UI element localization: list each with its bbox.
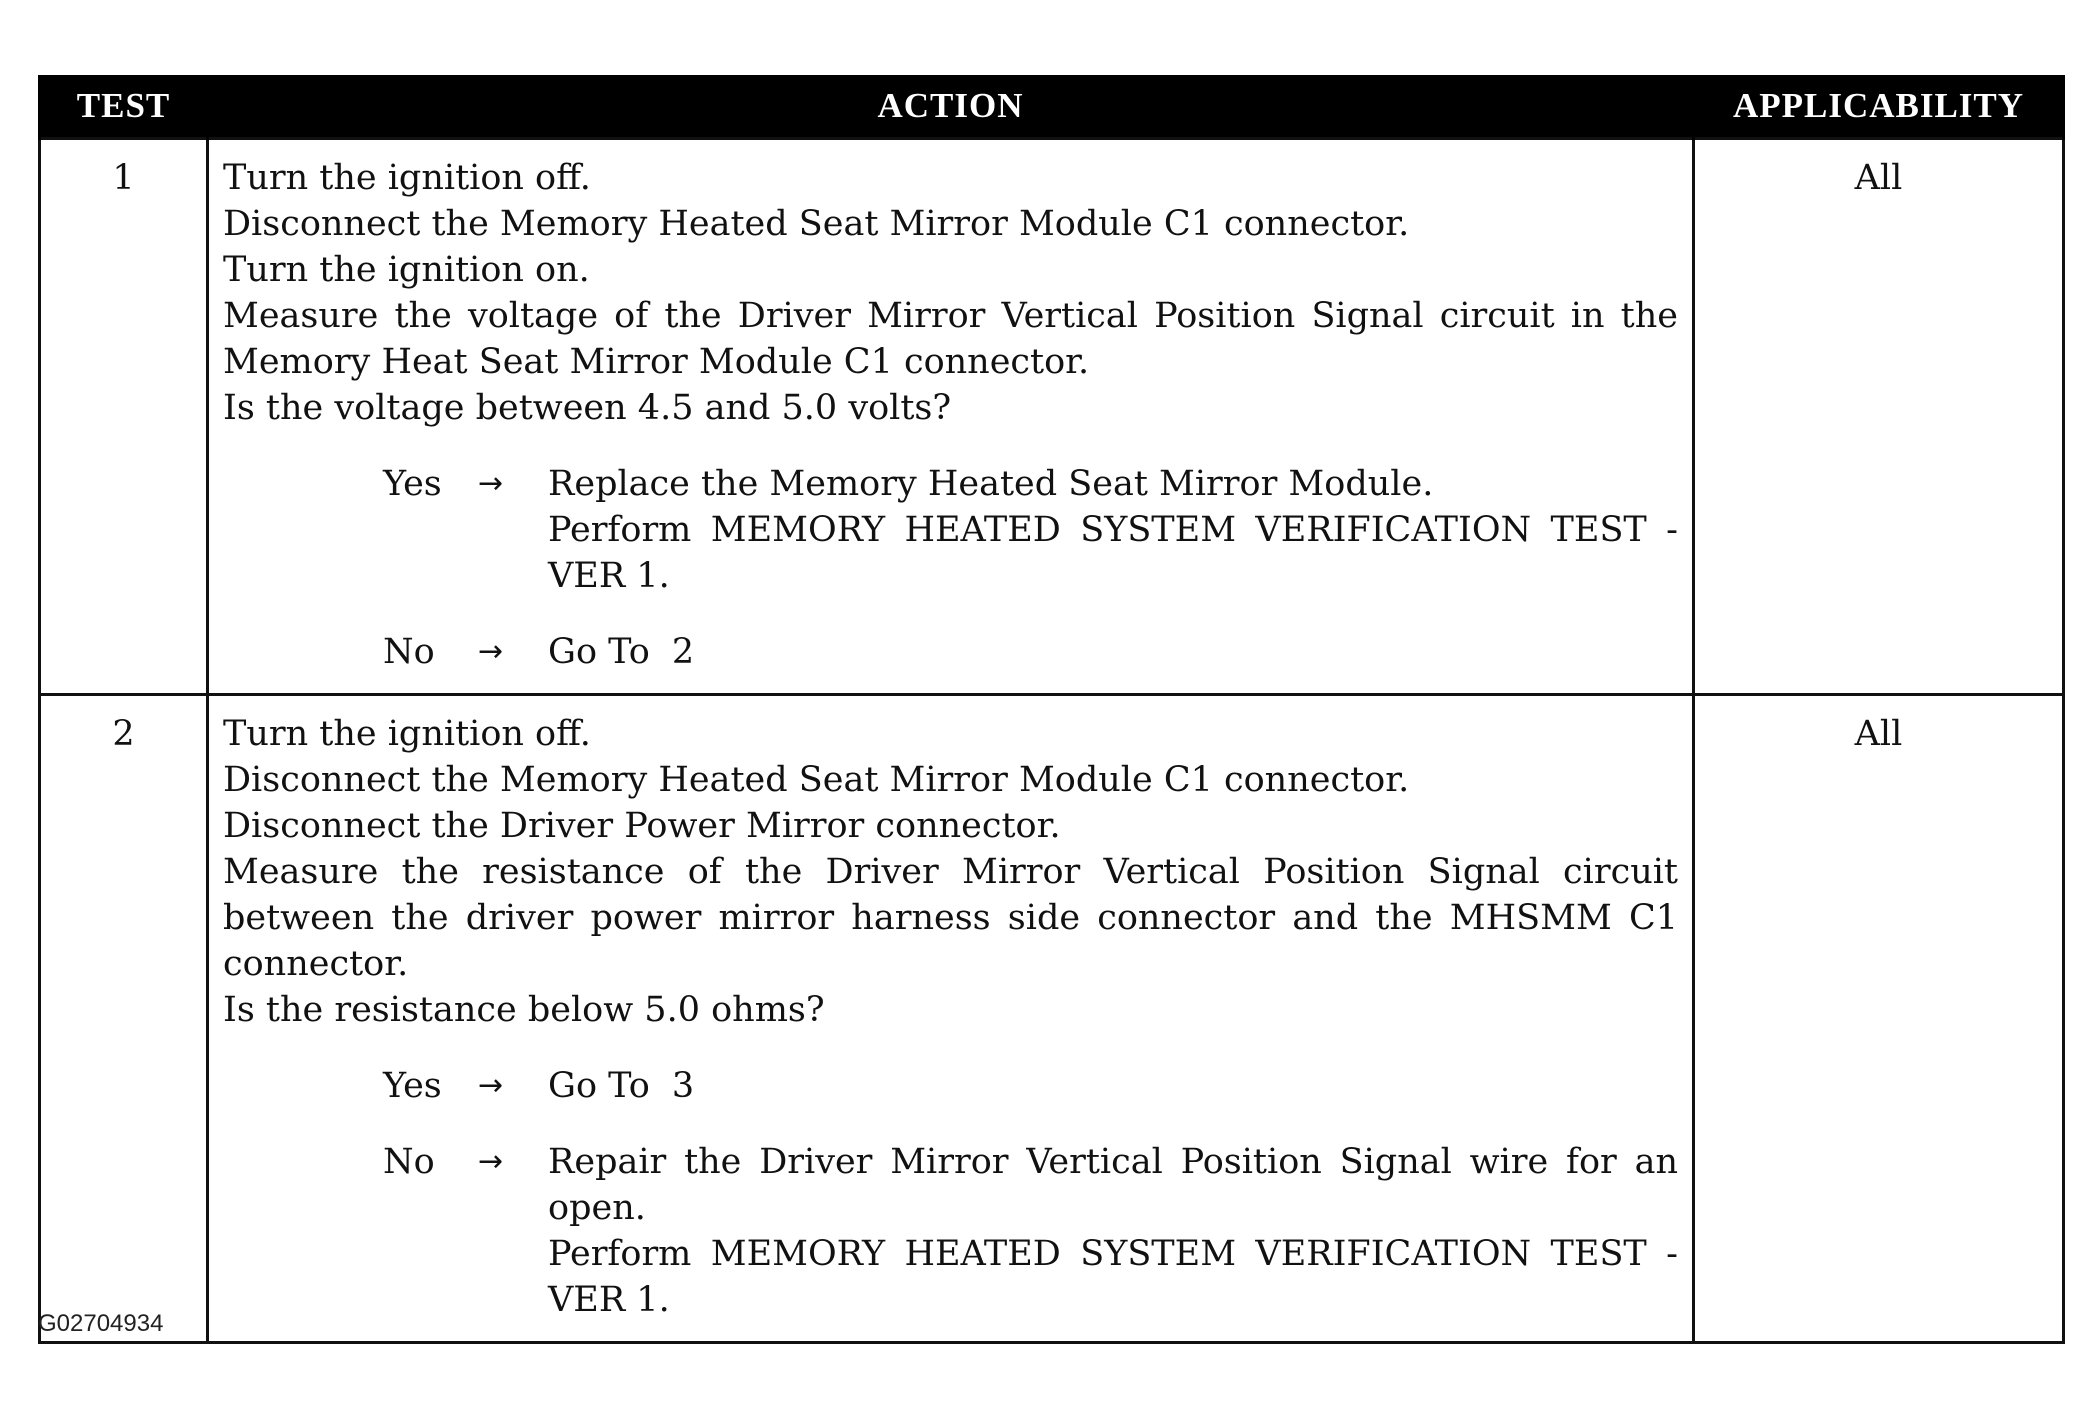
test-number: 1: [40, 139, 208, 695]
action-step: Turn the ignition on.: [223, 250, 590, 290]
goto-text: Go To: [548, 1066, 650, 1106]
action-step: Disconnect the Memory Heated Seat Mirror Module C1 connector.: [223, 204, 1410, 244]
answer-no-label: No: [383, 1142, 435, 1182]
table-row: [40, 695, 2064, 1343]
goto-number: 3: [671, 1066, 695, 1106]
applicability: All: [1694, 139, 2064, 695]
answer-no: [383, 629, 1678, 675]
header-applicability: APPLICABILITY: [1694, 75, 2064, 139]
header-test: TEST: [40, 75, 208, 139]
action-step: Disconnect the Memory Heated Seat Mirror Module C1 connector.: [223, 760, 1410, 800]
action-cell: [208, 139, 1694, 695]
figure-id: G02704934: [38, 1310, 164, 1337]
goto-number: 2: [671, 632, 695, 672]
answer-yes: [383, 461, 1678, 599]
action-step: Measure the resistance of the Driver Mirror Vertical Position Signal circuit between the driver power mirror harness side connector and the MHSMM C1 connector.: [223, 852, 1678, 984]
goto-reference[interactable]: [548, 1063, 1678, 1109]
action-step: Turn the ignition off.: [223, 714, 591, 754]
arrow-right-icon: →: [478, 1144, 504, 1179]
answers: [223, 461, 1678, 675]
answers: [223, 1063, 1678, 1323]
answer-no-result: [548, 629, 1678, 675]
goto-reference[interactable]: [548, 629, 1678, 675]
answer-yes-label: Yes: [383, 1066, 442, 1106]
arrow-right-icon: →: [478, 1068, 504, 1103]
result-line: Replace the Memory Heated Seat Mirror Module.: [548, 464, 1434, 504]
diagnostic-test-table: [38, 75, 2065, 1344]
action-question: Is the resistance below 5.0 ohms?: [223, 990, 825, 1030]
result-line: Perform MEMORY HEATED SYSTEM VERIFICATION TEST - VER 1.: [548, 510, 1678, 596]
goto-text: Go To: [548, 632, 650, 672]
applicability: All: [1694, 695, 2064, 1343]
result-line: Perform MEMORY HEATED SYSTEM VERIFICATION TEST - VER 1.: [548, 1234, 1678, 1320]
answer-yes: [383, 1063, 1678, 1109]
action-step: Turn the ignition off.: [223, 158, 591, 198]
arrow-right-icon: →: [478, 466, 504, 501]
answer-yes-result: [548, 461, 1678, 599]
answer-no-label: No: [383, 632, 435, 672]
result-line: Repair the Driver Mirror Vertical Position Signal wire for an open.: [548, 1142, 1678, 1228]
action-cell: [208, 695, 1694, 1343]
action-step: Disconnect the Driver Power Mirror connector.: [223, 806, 1061, 846]
answer-yes-label: Yes: [383, 464, 442, 504]
answer-yes-result: [548, 1063, 1678, 1109]
action-question: Is the voltage between 4.5 and 5.0 volts?: [223, 388, 952, 428]
answer-no: [383, 1139, 1678, 1323]
answer-no-result: [548, 1139, 1678, 1323]
test-number: 2: [40, 695, 208, 1343]
table-row: [40, 139, 2064, 695]
arrow-right-icon: →: [478, 634, 504, 669]
header-action: ACTION: [208, 75, 1694, 139]
action-step: Measure the voltage of the Driver Mirror Vertical Position Signal circuit in the Memory Heat Seat Mirror Module C1 connector.: [223, 296, 1678, 382]
table-header-row: [40, 75, 2064, 139]
